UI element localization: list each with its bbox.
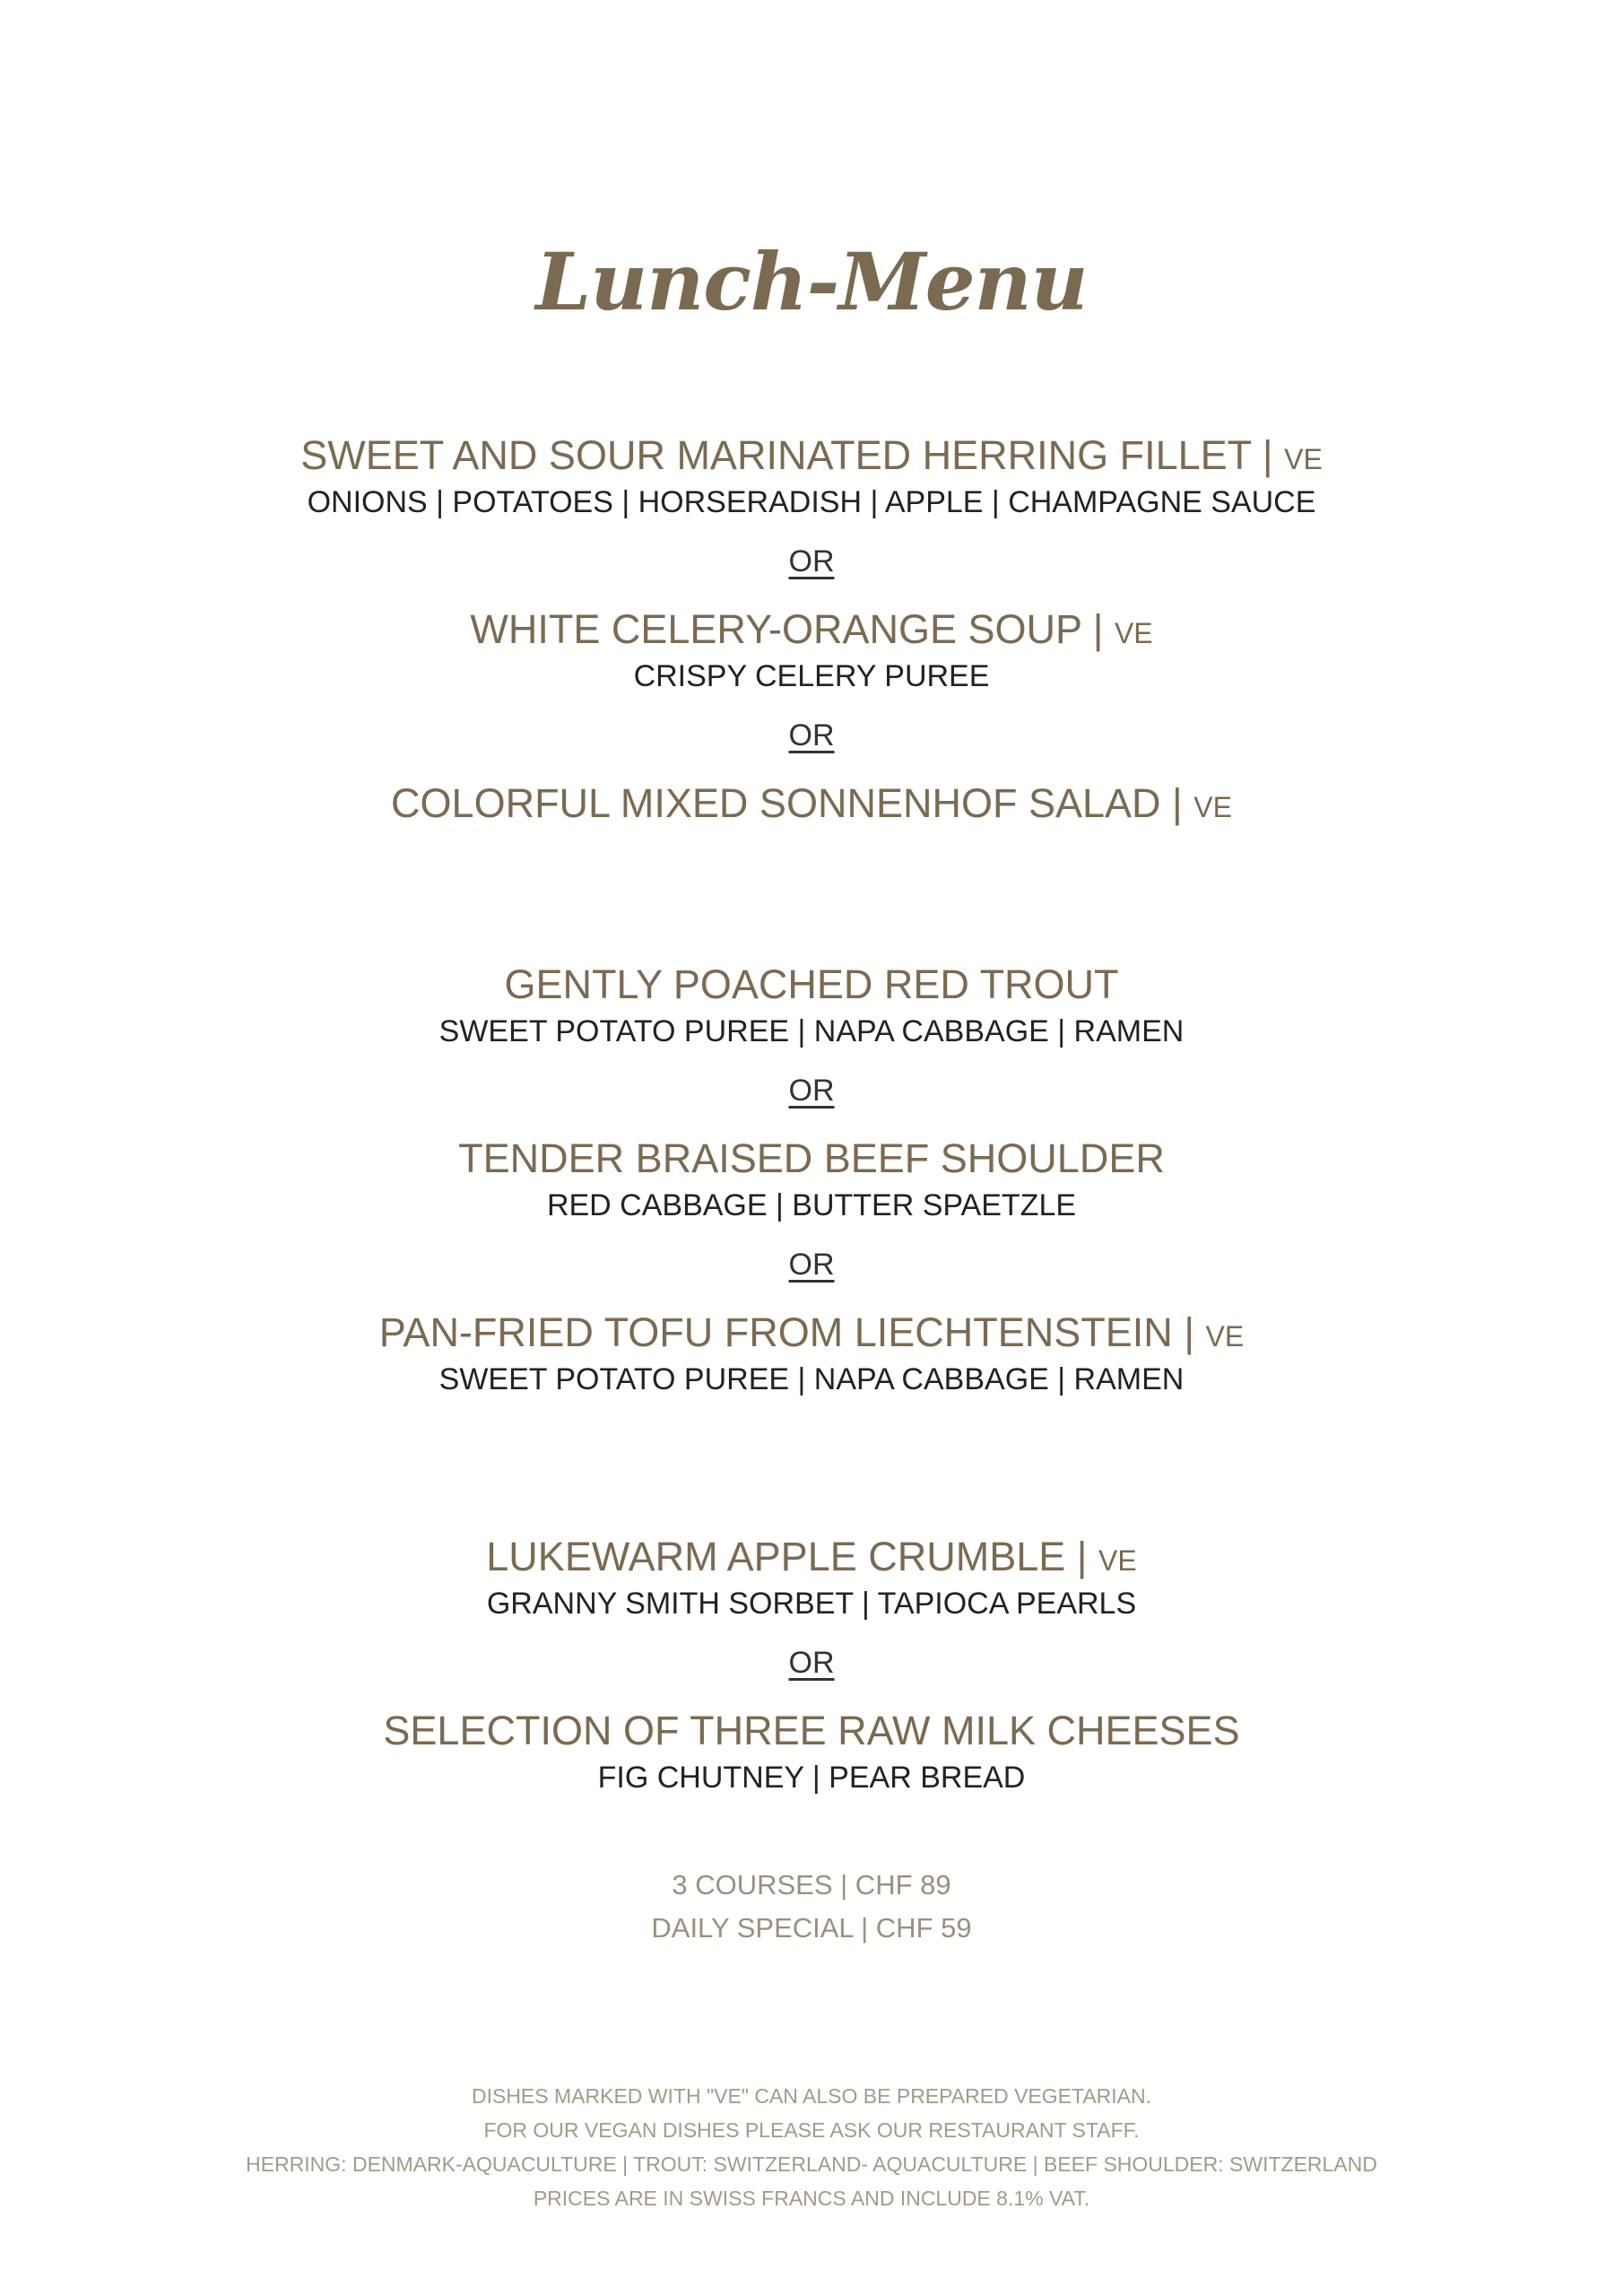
dish-red-trout	[0, 960, 1623, 1053]
dish-name: SELECTION OF THREE RAW MILK CHEESES	[383, 1708, 1240, 1753]
note-vegetarian: DISHES MARKED WITH "VE" CAN ALSO BE PREPARED VEGETARIAN.	[471, 2084, 1152, 2108]
dish-name: LUKEWARM APPLE CRUMBLE | VE	[486, 1534, 1137, 1579]
footnotes	[0, 2079, 1623, 2215]
price-three-courses: 3 COURSES | CHF 89	[672, 1869, 951, 1900]
dish-beef-shoulder	[0, 1134, 1623, 1227]
vegetarian-tag: VE	[1098, 1544, 1137, 1577]
dish-name: COLORFUL MIXED SONNENHOF SALAD | VE	[391, 780, 1232, 826]
dish-apple-crumble	[0, 1532, 1623, 1625]
dish-name: SWEET AND SOUR MARINATED HERRING FILLET | VE	[300, 432, 1323, 478]
or-separator: OR	[788, 1074, 835, 1108]
dish-cheeses	[0, 1706, 1623, 1799]
desserts-section	[0, 1532, 1623, 1799]
price-info	[0, 1864, 1623, 1950]
dish-description: RED CABBAGE | BUTTER SPAETZLE	[546, 1188, 1077, 1222]
menu-title: Lunch-Menu	[535, 235, 1088, 328]
dish-description: ONIONS | POTATOES | HORSERADISH | APPLE | CHAMPAGNE SAUCE	[307, 485, 1316, 519]
mains-section	[0, 960, 1623, 1401]
or-separator: OR	[788, 718, 835, 752]
dish-description: SWEET POTATO PUREE | NAPA CABBAGE | RAMEN	[438, 1362, 1185, 1396]
vegetarian-tag: VE	[1114, 617, 1153, 649]
note-origin: HERRING: DENMARK-AQUACULTURE | TROUT: SWITZERLAND- AQUACULTURE | BEEF SHOULDER: SWITZERLAND	[246, 2152, 1377, 2176]
dish-description: FIG CHUTNEY | PEAR BREAD	[597, 1761, 1026, 1795]
dish-celery-soup	[0, 604, 1623, 698]
vegetarian-tag: VE	[1284, 443, 1323, 475]
or-separator: OR	[788, 1248, 835, 1282]
starters-section	[0, 430, 1623, 829]
dish-description: SWEET POTATO PUREE | NAPA CABBAGE | RAMEN	[438, 1014, 1185, 1048]
note-vegan: FOR OUR VEGAN DISHES PLEASE ASK OUR RESTAURANT STAFF.	[483, 2118, 1140, 2142]
note-vat: PRICES ARE IN SWISS FRANCS AND INCLUDE 8.1% VAT.	[533, 2187, 1090, 2210]
price-daily-special: DAILY SPECIAL | CHF 59	[651, 1912, 972, 1944]
dish-name: GENTLY POACHED RED TROUT	[504, 961, 1119, 1007]
vegetarian-tag: VE	[1193, 791, 1232, 823]
or-separator: OR	[788, 544, 835, 578]
dish-name: TENDER BRAISED BEEF SHOULDER	[458, 1135, 1165, 1181]
dish-herring	[0, 430, 1623, 524]
dish-description: CRISPY CELERY PUREE	[633, 659, 990, 693]
dish-description: GRANNY SMITH SORBET | TAPIOCA PEARLS	[486, 1587, 1137, 1621]
dish-sonnenhof-salad	[0, 778, 1623, 829]
dish-name: WHITE CELERY-ORANGE SOUP | VE	[470, 606, 1153, 652]
dish-name: PAN-FRIED TOFU FROM LIECHTENSTEIN | VE	[378, 1309, 1245, 1355]
or-separator: OR	[788, 1646, 835, 1680]
vegetarian-tag: VE	[1205, 1320, 1245, 1352]
dish-tofu	[0, 1308, 1623, 1401]
